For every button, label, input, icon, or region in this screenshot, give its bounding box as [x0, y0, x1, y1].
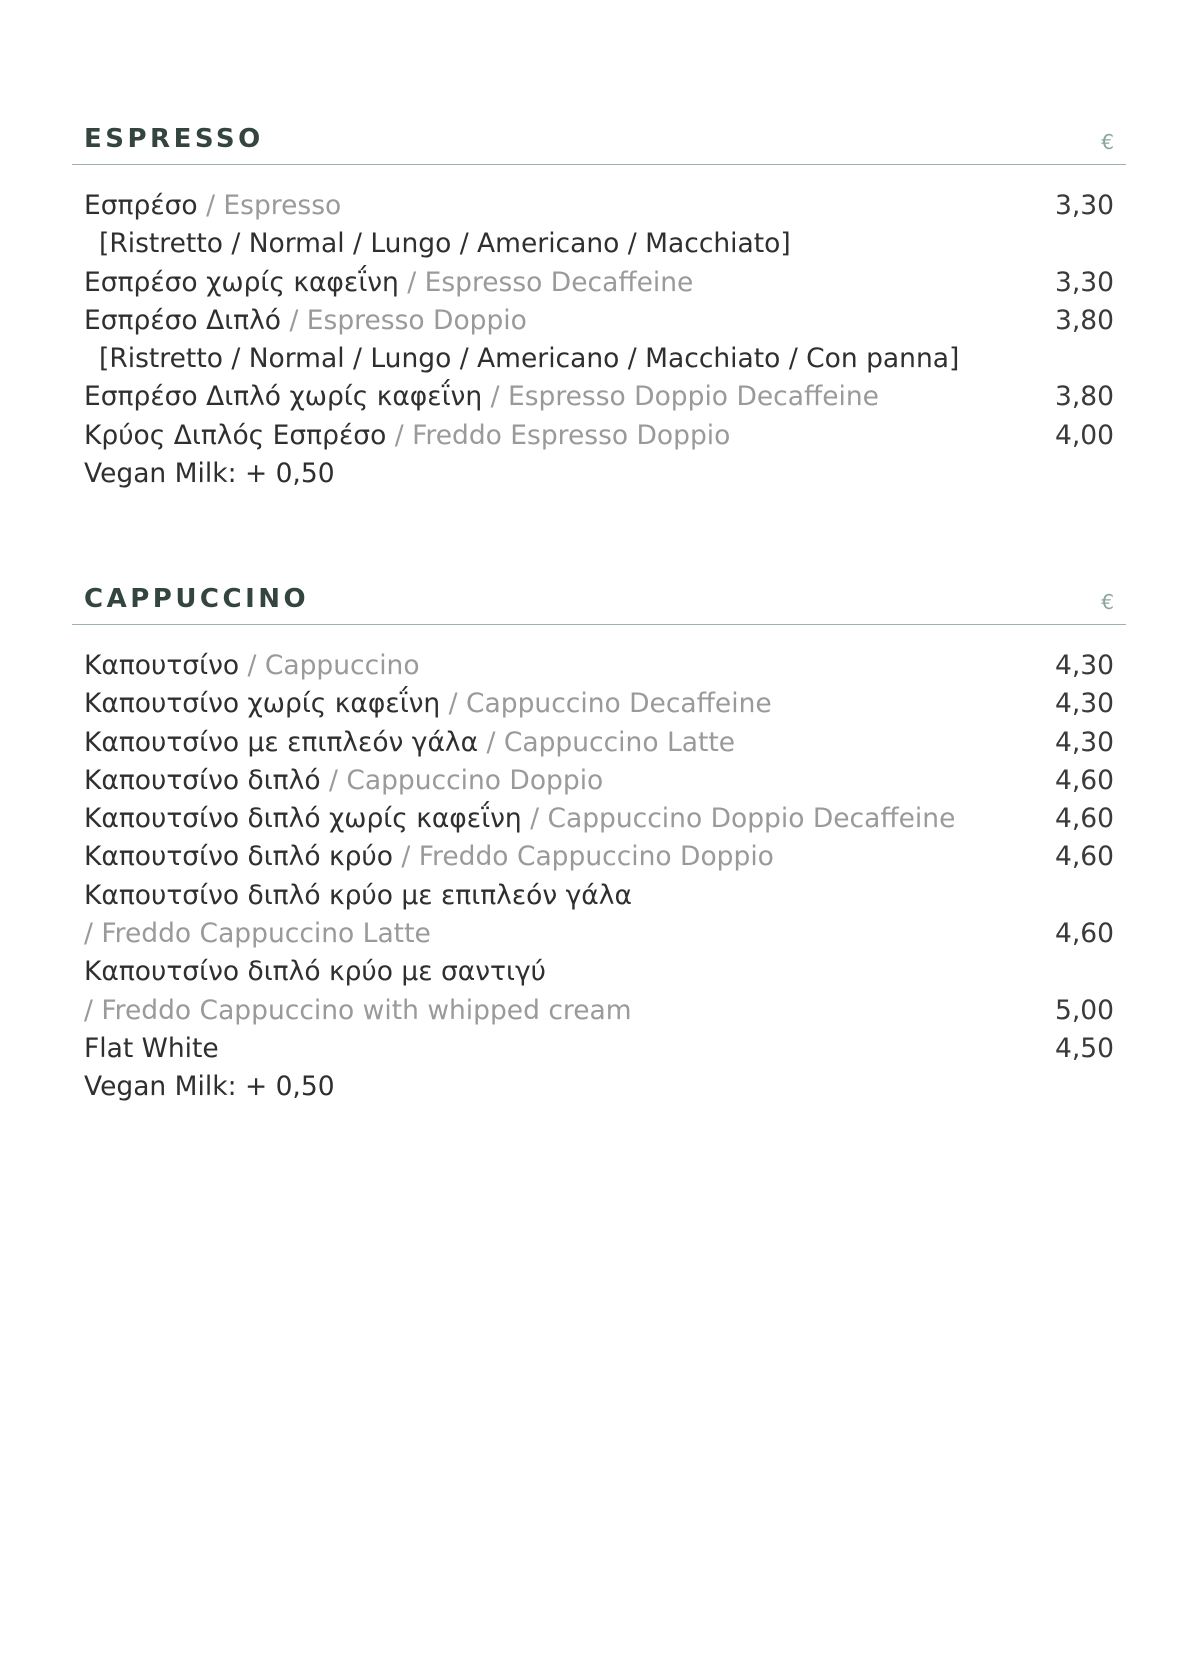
item-name-greek: Εσπρέσο Διπλό χωρίς καφεΐνη [84, 381, 483, 413]
item-name-english: / Cappuccino Latte [478, 726, 736, 758]
item-name-greek: Κρύος Διπλός Εσπρέσο [84, 419, 387, 451]
item-price: 4,30 [1054, 726, 1114, 758]
espresso-items [72, 187, 1126, 493]
item-name-english: / Cappuccino Doppio [320, 764, 604, 796]
item-name-english: / Cappuccino Decaffeine [440, 688, 772, 720]
menu-item [72, 762, 1126, 800]
item-options [72, 225, 1126, 263]
currency-symbol: € [1101, 130, 1114, 154]
item-name-english: / Freddo Cappuccino Doppio [392, 841, 774, 873]
item-price: 3,80 [1054, 304, 1114, 336]
item-name-english: / Espresso Decaffeine [398, 266, 694, 298]
item-name-english: / Cappuccino [239, 650, 420, 681]
cappuccino-header [72, 584, 1126, 625]
item-name-greek: Εσπρέσο Διπλό [84, 304, 282, 336]
item-price: 4,30 [1054, 688, 1114, 720]
menu-item [72, 877, 1126, 915]
item-name-greek: Καπουτσίνο διπλό κρύο με σαντιγύ [84, 956, 546, 988]
vegan-milk-note [72, 455, 1126, 493]
options-text: [Ristretto / Normal / Lungo / Americano / Macchiato / Con panna] [99, 343, 960, 375]
menu-item [72, 302, 1126, 340]
cappuccino-section [72, 584, 1126, 1107]
item-name-english: / Freddo Espresso Doppio [386, 419, 731, 451]
menu-item [72, 838, 1126, 876]
item-name-greek: Καπουτσίνο διπλό [84, 764, 321, 796]
item-price: 4,60 [1054, 764, 1114, 796]
menu-item-continuation [72, 992, 1126, 1030]
item-name-greek: Εσπρέσο χωρίς καφεΐνη [84, 266, 399, 298]
item-price: 4,50 [1054, 1032, 1114, 1064]
item-price: 3,30 [1054, 190, 1114, 221]
item-name-greek: Καπουτσίνο χωρίς καφεΐνη [84, 688, 441, 720]
note-text: Vegan Milk: + 0,50 [84, 458, 335, 490]
item-name-greek: Εσπρέσο [84, 190, 198, 221]
vegan-milk-note [72, 1068, 1126, 1106]
item-name-greek: Καπουτσίνο διπλό χωρίς καφεΐνη [84, 803, 522, 835]
menu-item [72, 724, 1126, 762]
espresso-section [72, 124, 1126, 493]
item-price: 4,00 [1054, 419, 1114, 451]
currency-symbol: € [1101, 590, 1114, 614]
section-title: CAPPUCCINO [84, 584, 310, 614]
item-options [72, 340, 1126, 378]
item-name: Flat White [84, 1032, 219, 1064]
menu-item [72, 264, 1126, 302]
menu-item [72, 1030, 1126, 1068]
menu-item [72, 187, 1126, 225]
menu-item [72, 417, 1126, 455]
espresso-header [72, 124, 1126, 165]
menu-item [72, 953, 1126, 991]
section-title: ESPRESSO [84, 124, 264, 154]
item-name-english: / Espresso [197, 190, 342, 221]
options-text: [Ristretto / Normal / Lungo / Americano / Macchiato] [99, 228, 791, 260]
item-name-english: / Espresso Doppio Decaffeine [482, 381, 879, 413]
item-price: 3,80 [1054, 381, 1114, 413]
cappuccino-items [72, 647, 1126, 1107]
item-name-greek: Καπουτσίνο με επιπλεόν γάλα [84, 726, 479, 758]
item-price: 4,60 [1054, 918, 1114, 950]
item-name-english: / Freddo Cappuccino Latte [84, 918, 431, 950]
menu-item [72, 685, 1126, 723]
item-price: 3,30 [1054, 266, 1114, 298]
item-name-greek: Καπουτσίνο [84, 650, 240, 681]
item-name-greek: Καπουτσίνο διπλό κρύο [84, 841, 393, 873]
menu-item [72, 378, 1126, 416]
note-text: Vegan Milk: + 0,50 [84, 1071, 335, 1103]
item-price: 5,00 [1054, 994, 1114, 1026]
menu-item [72, 800, 1126, 838]
item-price: 4,60 [1054, 803, 1114, 835]
menu-item-continuation [72, 915, 1126, 953]
item-name-english: / Cappuccino Doppio Decaffeine [521, 803, 956, 835]
item-name-greek: Καπουτσίνο διπλό κρύο με επιπλεόν γάλα [84, 879, 632, 911]
item-name-english: / Espresso Doppio [281, 304, 527, 336]
menu-item [72, 647, 1126, 685]
item-price: 4,30 [1054, 650, 1114, 681]
item-price: 4,60 [1054, 841, 1114, 873]
item-name-english: / Freddo Cappuccino with whipped cream [84, 994, 632, 1026]
